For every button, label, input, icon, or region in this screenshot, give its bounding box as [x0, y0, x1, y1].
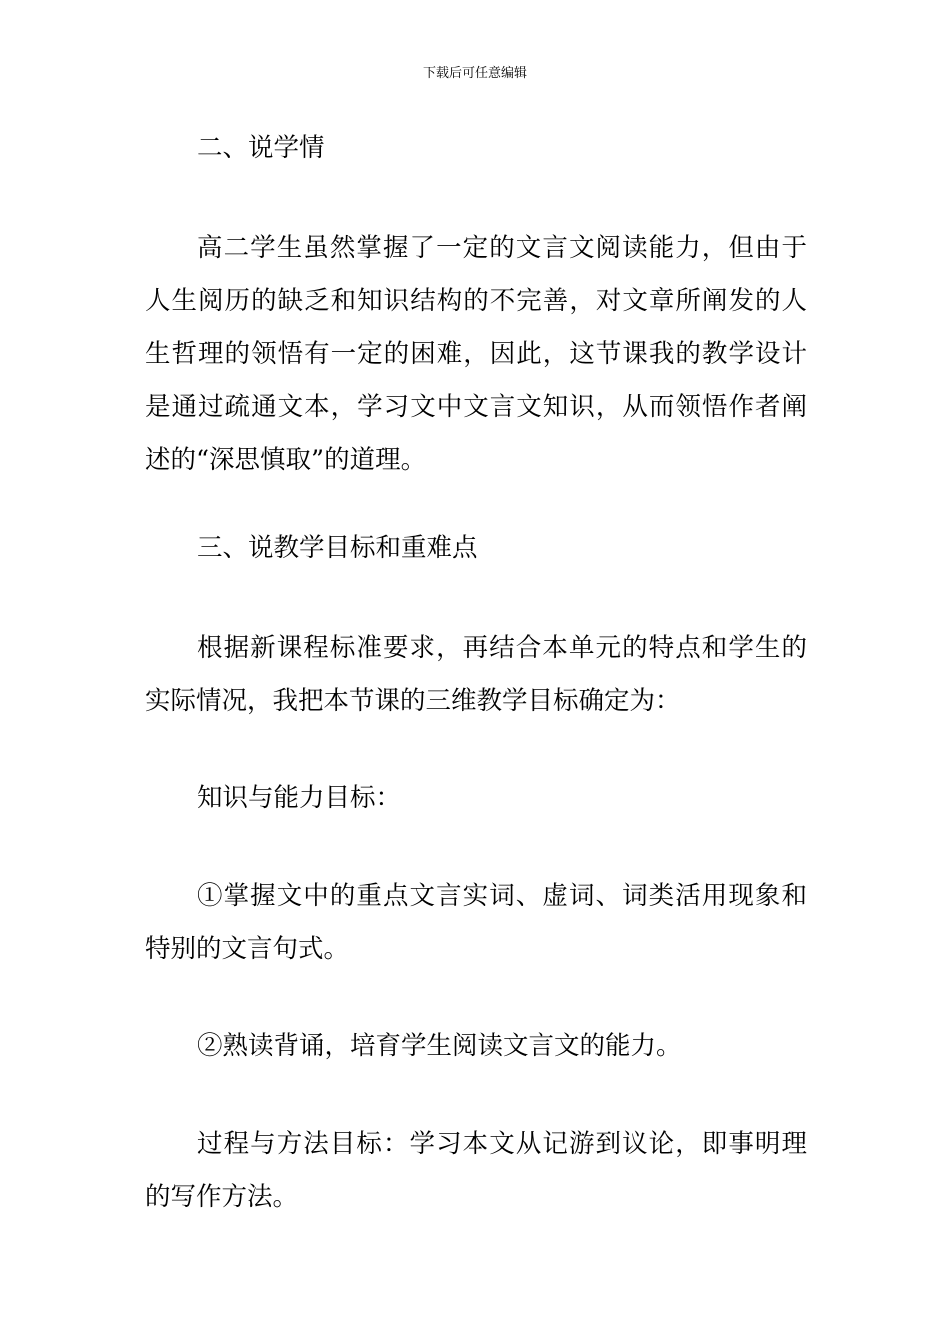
section-heading-student-analysis: 二、说学情 — [197, 133, 325, 163]
subheading-knowledge-ability: 知识与能力目标： — [197, 783, 402, 813]
page-header: 下载后可任意编辑 — [422, 66, 527, 81]
paragraph-process-method: 过程与方法目标：学习本文从记游到议论，即事明理的写作方法。 — [145, 1129, 807, 1212]
list-item-goal-2: ②熟读背诵，培育学生阅读文言文的能力。 — [197, 1031, 682, 1061]
paragraph-curriculum-standard: 根据新课程标准要求，再结合本单元的特点和学生的实际情况，我把本节课的三维教学目标确定为： — [145, 633, 807, 716]
paragraph-student-analysis: 高二学生虽然掌握了一定的文言文阅读能力，但由于人生阅历的缺乏和知识结构的不完善，对文章所阐发的人生哲理的领悟有一定的困难，因此，这节课我的教学设计是通过疏通文本，学习文中文言文知识，从而领悟作者阐述的“深思慎取”的道理。 — [145, 233, 807, 475]
list-item-goal-1: ①掌握文中的重点文言实词、虚词、词类活用现象和特别的文言句式。 — [145, 881, 807, 964]
section-heading-teaching-goals: 三、说教学目标和重难点 — [197, 533, 478, 563]
